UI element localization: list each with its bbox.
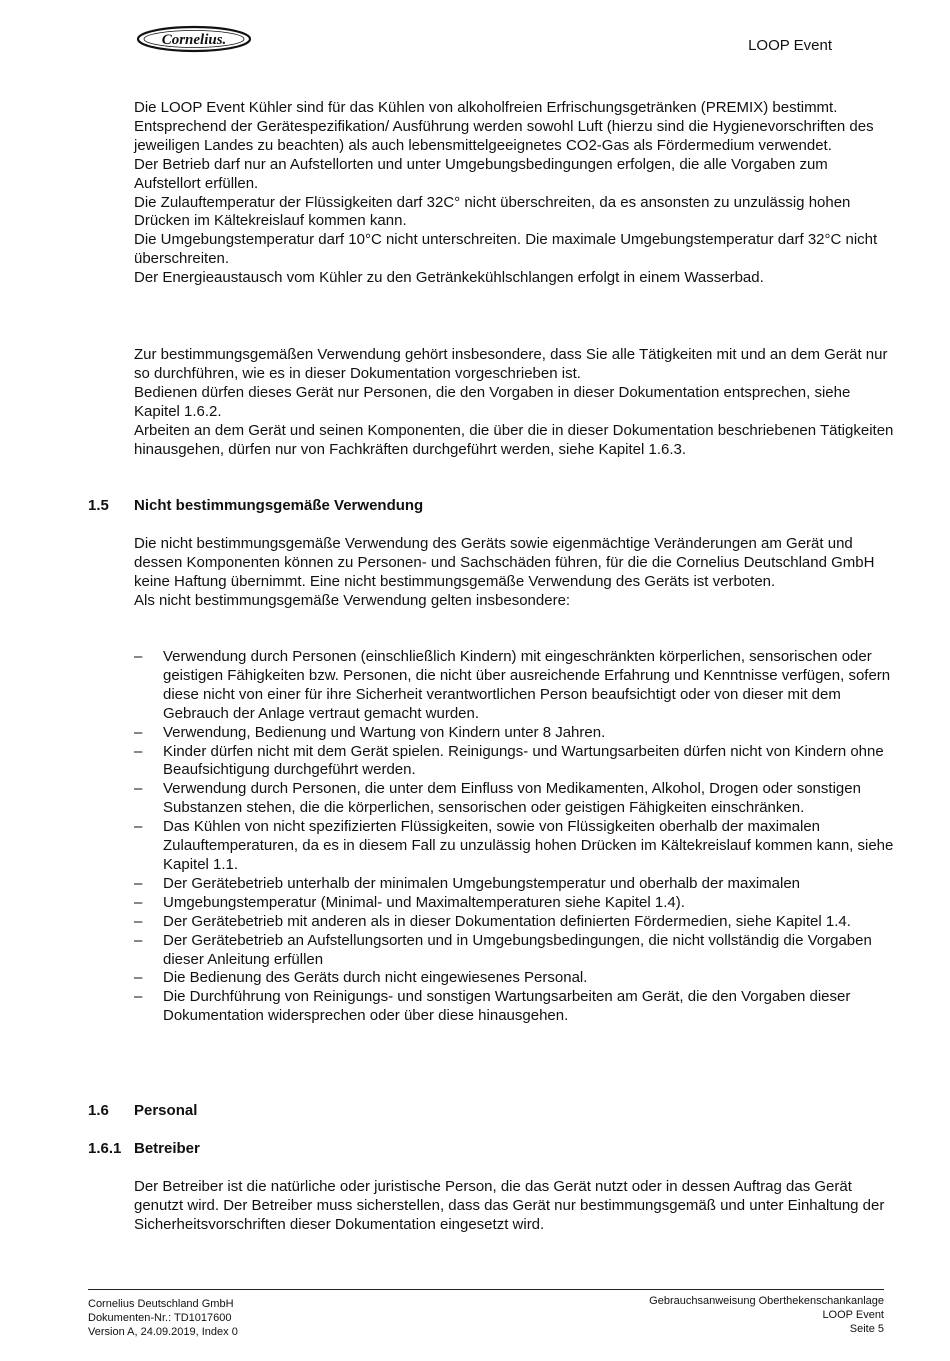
dash-bullet: –: [134, 723, 143, 741]
section-heading-1-6-1: [88, 1140, 200, 1157]
footer-doc-number: Dokumenten-Nr.: TD1017600: [88, 1312, 232, 1324]
intro-block-2: [134, 346, 894, 459]
section-title: Personal: [134, 1102, 198, 1119]
section-title: Betreiber: [134, 1140, 200, 1157]
intro-paragraph: Die Zulauftemperatur der Flüssigkeiten darf 32C° nicht überschreiten, da es ansonsten zu unzulässig hohen: [134, 193, 851, 211]
intro-block: [134, 99, 894, 288]
intro-paragraph: Der Betrieb darf nur an Aufstellorten und unter Umgebungsbedingungen erfolgen, die alle Vorgaben zum Aufstellort erfüllen.: [134, 155, 828, 192]
section-number: 1.6: [88, 1102, 109, 1119]
list-item: – Das Kühlen von nicht spezifizierten Flüssigkeiten, sowie von Flüssigkeiten oberhalb der maximalen Zulauftemperaturen, da es in diesem Fall zu unzulässig hohen Drücken im Kältekreislauf kommen kann, siehe Kapitel 1.1.: [134, 818, 894, 873]
section-paragraph: Der Betreiber ist die natürliche oder juristische Person, die das Gerät nutzt oder in dessen Auftrag das Gerät genutzt wird. Der Betreiber muss sicherstellen, dass das Gerät nur bestimmungsgemäß und unter Einhaltung der Sicherheitsvorschriften dieser Dokumentation eingesetzt wird.: [134, 1178, 885, 1233]
footer-version: Version A, 24.09.2019, Index 0: [88, 1326, 238, 1338]
list-item: – Der Gerätebetrieb unterhalb der minimalen Umgebungstemperatur und oberhalb der maximalen: [134, 874, 801, 892]
intro-paragraph: Bedienen dürfen dieses Gerät nur Personen, die den Vorgaben in dieser Dokumentation entsprechen, siehe Kapitel 1.6.2.: [134, 383, 851, 420]
intro-paragraph: Zur bestimmungsgemäßen Verwendung gehört insbesondere, dass Sie alle Tätigkeiten mit und an dem Gerät nur so durchführen, wie es in dieser Dokumentation vorgeschrieben ist.: [134, 346, 888, 382]
section-1-6-1-text: [134, 1178, 894, 1235]
footer-product: LOOP Event: [822, 1309, 884, 1321]
section-title: Nicht bestimmungsgemäße Verwendung: [134, 497, 424, 514]
list-item: – Verwendung, Bedienung und Wartung von Kindern unter 8 Jahren.: [134, 723, 606, 741]
misuse-list: [134, 648, 894, 1026]
section-heading-1-5: [88, 497, 423, 514]
dash-bullet: –: [134, 931, 143, 949]
dash-bullet: –: [134, 874, 143, 892]
dash-bullet: –: [134, 742, 143, 760]
footer-doc-title: Gebrauchsanweisung Oberthekenschankanlage: [649, 1295, 884, 1307]
section-paragraph: Als nicht bestimmungsgemäße Verwendung gelten insbesondere:: [134, 591, 571, 609]
logo-text: Cornelius.: [161, 32, 227, 48]
list-item: – Die Bedienung des Geräts durch nicht eingewiesenes Personal.: [134, 969, 588, 987]
dash-bullet: –: [134, 648, 143, 665]
header-title: LOOP Event: [748, 37, 832, 54]
dash-bullet: –: [134, 780, 143, 798]
footer-divider: [88, 1289, 884, 1290]
footer-right: [649, 1294, 884, 1336]
list-item: – Verwendung durch Personen, die unter dem Einfluss von Medikamenten, Alkohol, Drogen oder sonstigen Substanzen stehen, die die körperlichen, sensorischen oder geistigen Fähigkeiten einschränken.: [134, 780, 861, 817]
section-1-5-text: [134, 535, 894, 611]
section-paragraph: Die nicht bestimmungsgemäße Verwendung des Geräts sowie eigenmächtige Veränderungen am Gerät und dessen Komponenten können zu Personen- und Sachschäden führen, für die die Cornelius Deutschland GmbH keine Haftung übernimmt. Eine nicht bestimmungsgemäße Verwendung des Geräts ist verboten.: [134, 535, 875, 590]
dash-bullet: –: [134, 912, 143, 930]
footer-page-number: Seite 5: [849, 1323, 884, 1335]
intro-paragraph: Arbeiten an dem Gerät und seinen Komponenten, die über die in dieser Dokumentation beschriebenen Tätigkeiten hinausgehen, dürfen nur von Fachkräften durchgeführt werden, siehe Kapitel 1.6.3.: [134, 421, 894, 458]
section-heading-1-6: [88, 1102, 197, 1119]
list-item: – Kinder dürfen nicht mit dem Gerät spielen. Reinigungs- und Wartungsarbeiten dürfen nicht von Kindern ohne Beaufsichtigung durchgeführt werden.: [134, 742, 884, 779]
list-item: – Der Gerätebetrieb an Aufstellungsorten und in Umgebungsbedingungen, die nicht vollständig die Vorgaben dieser Anleitung erfüllen: [134, 931, 872, 968]
footer-company: Cornelius Deutschland GmbH: [88, 1298, 234, 1310]
dash-bullet: –: [134, 969, 143, 987]
list-item: – Verwendung durch Personen (einschließlich Kindern) mit eingeschränkten körperlichen, sensorischen oder geistigen Fähigkeiten bzw. Personen, die nicht über ausreichende Erfahrung und Kenntnisse verfügen, sofern diese nicht von einer für ihre Sicherheit verantwortlichen Person beaufsichtigt oder von dieser mit dem Gebrauch der Anlage vertraut gemacht wurden.: [134, 648, 891, 722]
list-item: – Umgebungstemperatur (Minimal- und Maximaltemperaturen siehe Kapitel 1.4).: [134, 893, 685, 911]
dash-bullet: –: [134, 988, 143, 1006]
section-number: 1.5: [88, 497, 109, 514]
dash-bullet: –: [134, 818, 143, 836]
intro-paragraph: Der Energieaustausch vom Kühler zu den Getränkekühlschlangen erfolgt in einem Wasserbad.: [134, 269, 764, 287]
dash-bullet: –: [134, 893, 143, 911]
list-item: – Der Gerätebetrieb mit anderen als in dieser Dokumentation definierten Fördermedien, siehe Kapitel 1.4.: [134, 912, 851, 930]
section-number: 1.6.1: [88, 1140, 122, 1157]
cornelius-logo: [136, 24, 252, 54]
intro-paragraph: Die LOOP Event Kühler sind für das Kühlen von alkoholfreien Erfrischungsgetränken (PREMIX) bestimmt. Entsprechend der Gerätespezifikation/ Ausführung werden sowohl Luft (hierzu sind die Hygienevorschriften des jeweiligen Landes zu beachten) als auch lebensmittelgeeignetes CO2-Gas als Fördermedium verwendet.: [134, 99, 874, 154]
intro-paragraph: Die Umgebungstemperatur darf 10°C nicht unterschreiten. Die maximale Umgebungstemperatur darf 32°C nicht überschreiten.: [134, 231, 878, 268]
list-item: – Die Durchführung von Reinigungs- und sonstigen Wartungsarbeiten am Gerät, die den Vorgaben dieser Dokumentation widersprechen oder über diese hinausgehen.: [134, 988, 851, 1025]
intro-paragraph: Drücken im Kältekreislauf kommen kann.: [134, 212, 407, 230]
footer-left: [88, 1297, 238, 1339]
